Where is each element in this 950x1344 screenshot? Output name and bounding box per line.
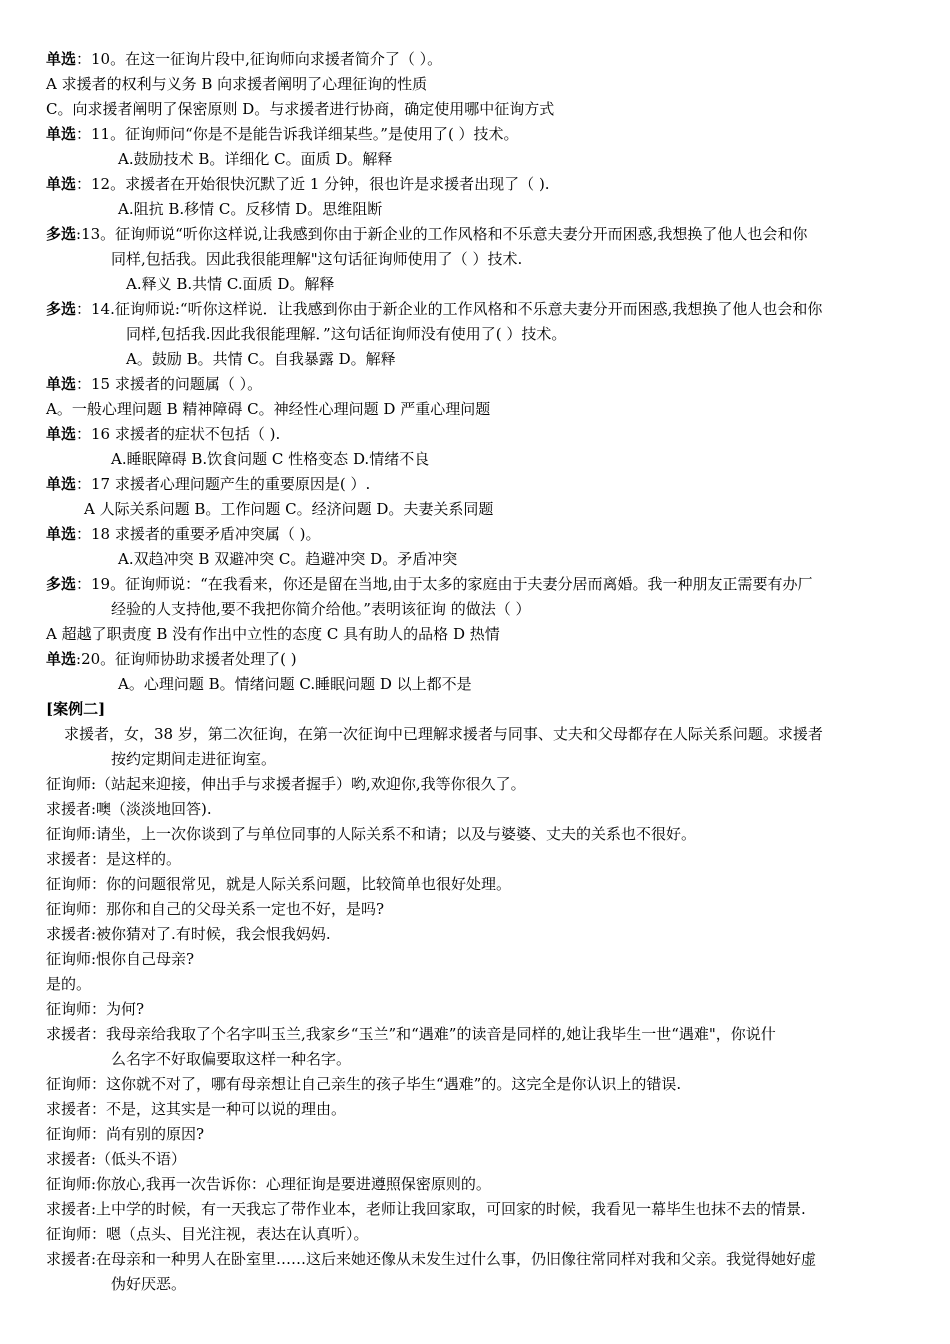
question-type-tag: 单选	[46, 125, 77, 143]
line-34	[46, 874, 511, 894]
line-text: 征询师:恨你自己母亲?	[46, 950, 195, 968]
line-5	[118, 149, 392, 169]
line-text: ：16 求援者的症状不包括（ ).	[76, 425, 281, 443]
line-text: 求援者:在母亲和一种男人在卧室里……这后来她还像从未发生过什么事，仍旧像往常同样对我和父亲。我觉得她好虚	[46, 1250, 817, 1268]
line-text: ：19。征询师说：“在我看来，你还是留在当地,由于太多的家庭由于夫妻分居而离婚。我一种朋友正需要有办厂	[76, 575, 813, 593]
line-text: 同样,包括我。因此我很能理解"这句话征询师使用了（ ）技术.	[111, 250, 523, 268]
line-40	[46, 1024, 776, 1044]
line-37	[46, 949, 194, 969]
line-25	[46, 649, 297, 669]
line-38	[46, 974, 91, 994]
line-47	[46, 1199, 806, 1219]
line-text: 求援者:噢（淡淡地回答).	[46, 800, 212, 818]
line-17	[111, 449, 429, 469]
line-13	[126, 349, 396, 369]
question-type-tag: 单选	[46, 425, 77, 443]
question-type-tag: 单选	[46, 525, 77, 543]
line-15	[46, 399, 490, 419]
line-text: 求援者:（低头不语）	[46, 1150, 187, 1168]
line-text: 求援者，女，38 岁，第二次征询，在第一次征询中已理解求援者与同事、丈夫和父母都存在人际关系问题。求援者	[64, 725, 823, 743]
line-9	[111, 249, 522, 269]
line-text: :13。征询师说“听你这样说,让我感到你由于新企业的工作风格和不乐意夫妻分开而困惑,我想换了他人也会和你	[76, 225, 808, 243]
line-text: A.释义 B.共情 C.面质 D。解释	[126, 275, 335, 293]
line-16	[46, 424, 280, 444]
line-text: 征询师：为何?	[46, 1000, 145, 1018]
line-20	[46, 524, 321, 544]
line-text: ：10。在这一征询片段中,征询师向求援者简介了（ ）。	[76, 50, 443, 68]
line-46	[46, 1174, 491, 1194]
line-21	[118, 549, 457, 569]
line-49	[46, 1249, 816, 1269]
line-text: 求援者：我母亲给我取了个名字叫玉兰,我家乡“玉兰”和“遇难”的读音是同样的,她让我毕生一世“遇难"，你说什	[46, 1025, 776, 1043]
line-text: 求援者：是这样的。	[46, 850, 182, 868]
line-33	[46, 849, 181, 869]
line-30	[46, 774, 526, 794]
question-type-tag: 多选	[46, 225, 77, 243]
line-39	[46, 999, 144, 1019]
line-text: 征询师：你的问题很常见，就是人际关系问题，比较简单也很好处理。	[46, 875, 512, 893]
line-text: 是的。	[46, 975, 92, 993]
line-text: A。一般心理问题 B 精神障碍 C。神经性心理问题 D 严重心理问题	[46, 400, 491, 418]
line-text: A.阻抗 B.移情 C。反移情 D。思维阻断	[118, 200, 383, 218]
line-12	[126, 324, 566, 344]
line-text: 征询师：那你和自己的父母关系一定也不好，是吗?	[46, 900, 385, 918]
line-text: ：15 求援者的问题属（ ）。	[76, 375, 263, 393]
line-text: 征询师：这你就不对了，哪有母亲想让自己亲生的孩子毕生“遇难”的。这完全是你认识上的错误.	[46, 1075, 682, 1093]
line-text: C。向求援者阐明了保密原则 D。与求援者进行协商，确定使用哪中征询方式	[46, 100, 555, 118]
line-text: 么名字不好取偏要取这样一种名字。	[111, 1050, 352, 1068]
line-text: [案例二]	[46, 700, 106, 718]
question-type-tag: 单选	[46, 50, 77, 68]
line-text: ：18 求援者的重要矛盾冲突属（ )。	[76, 525, 321, 543]
question-type-tag: 单选	[46, 650, 77, 668]
section-heading	[46, 699, 105, 719]
line-text: 征询师:请坐，上一次你谈到了与单位同事的人际关系不和请；以及与婆婆、丈夫的关系也不很好。	[46, 825, 697, 843]
question-type-tag: 单选	[46, 475, 77, 493]
line-22	[46, 574, 813, 594]
line-43	[46, 1099, 346, 1119]
line-text: A 超越了职责度 B 没有作出中立性的态度 C 具有助人的品格 D 热情	[46, 625, 500, 643]
line-text: :20。征询师协助求援者处理了( )	[76, 650, 297, 668]
line-text: ：11。征询师问“你是不是能告诉我详细某些。”是使用了( ）技术。	[76, 125, 519, 143]
line-4	[46, 124, 519, 144]
line-45	[46, 1149, 186, 1169]
line-28	[64, 724, 823, 744]
question-type-tag: 多选	[46, 575, 77, 593]
line-48	[46, 1224, 369, 1244]
line-text: ：14.征询师说:“听你这样说．让我感到你由于新企业的工作风格和不乐意夫妻分开而困惑,我想换了他人也会和你	[76, 300, 823, 318]
line-text: ：12。求援者在开始很快沉默了近 1 分钟，很也许是求援者出现了（ ).	[76, 175, 550, 193]
line-2	[46, 74, 427, 94]
line-text: A 人际关系问题 B。工作问题 C。经济问题 D。夫妻关系同题	[84, 500, 494, 518]
line-text: A 求援者的权利与义务 B 向求援者阐明了心理征询的性质	[46, 75, 428, 93]
line-text: 经验的人支持他,要不我把你简介给他。”表明该征询 的做法（ ）	[111, 600, 531, 618]
line-44	[46, 1124, 204, 1144]
line-3	[46, 99, 554, 119]
line-24	[46, 624, 500, 644]
line-text: 征询师：嗯（点头、目光注视，表达在认真听）。	[46, 1225, 369, 1243]
line-text: 按约定期间走进征询室。	[111, 750, 277, 768]
line-1	[46, 49, 442, 69]
line-23	[111, 599, 530, 619]
line-text: A。心理问题 B。情绪问题 C.睡眠问题 D 以上都不是	[118, 675, 472, 693]
line-19	[84, 499, 493, 519]
line-42	[46, 1074, 681, 1094]
line-text: A.睡眠障碍 B.饮食问题 C 性格变态 D.情绪不良	[111, 450, 430, 468]
line-41	[111, 1049, 351, 1069]
question-type-tag: 单选	[46, 175, 77, 193]
line-36	[46, 924, 331, 944]
line-text: 求援者:被你猜对了.有时候，我会恨我妈妈.	[46, 925, 331, 943]
line-text: A.鼓励技术 B。详细化 C。面质 D。解释	[118, 150, 393, 168]
line-text: 求援者：不是，这其实是一种可以说的理由。	[46, 1100, 347, 1118]
line-text: 求援者:上中学的时候，有一天我忘了带作业本，老师让我回家取，可回家的时候，我看见一幕毕生也抹不去的情景.	[46, 1200, 806, 1218]
line-29	[111, 749, 276, 769]
line-50	[111, 1274, 186, 1294]
line-text: 征询师：尚有别的原因?	[46, 1125, 205, 1143]
line-text: 同样,包括我.因此我很能理解．”这句话征询师没有使用了( ）技术。	[126, 325, 567, 343]
line-31	[46, 799, 212, 819]
line-11	[46, 299, 822, 319]
line-10	[126, 274, 334, 294]
question-type-tag: 单选	[46, 375, 77, 393]
line-text: A。鼓励 B。共情 C。自我暴露 D。解释	[126, 350, 396, 368]
line-text: 征询师:你放心,我再一次告诉你：心理征询是要进遵照保密原则的。	[46, 1175, 491, 1193]
line-14	[46, 374, 262, 394]
line-32	[46, 824, 696, 844]
line-8	[46, 224, 807, 244]
line-6	[46, 174, 550, 194]
line-text: 伪好厌恶。	[111, 1275, 187, 1293]
line-text: A.双趋冲突 B 双避冲突 C。趋避冲突 D。矛盾冲突	[118, 550, 458, 568]
line-18	[46, 474, 370, 494]
line-text: ：17 求援者心理问题产生的重要原因是( ）.	[76, 475, 371, 493]
line-35	[46, 899, 384, 919]
line-26	[118, 674, 472, 694]
line-text: 征询师:（站起来迎接，伸出手与求援者握手）哟,欢迎你,我等你很久了。	[46, 775, 526, 793]
line-7	[118, 199, 382, 219]
question-type-tag: 多选	[46, 300, 77, 318]
